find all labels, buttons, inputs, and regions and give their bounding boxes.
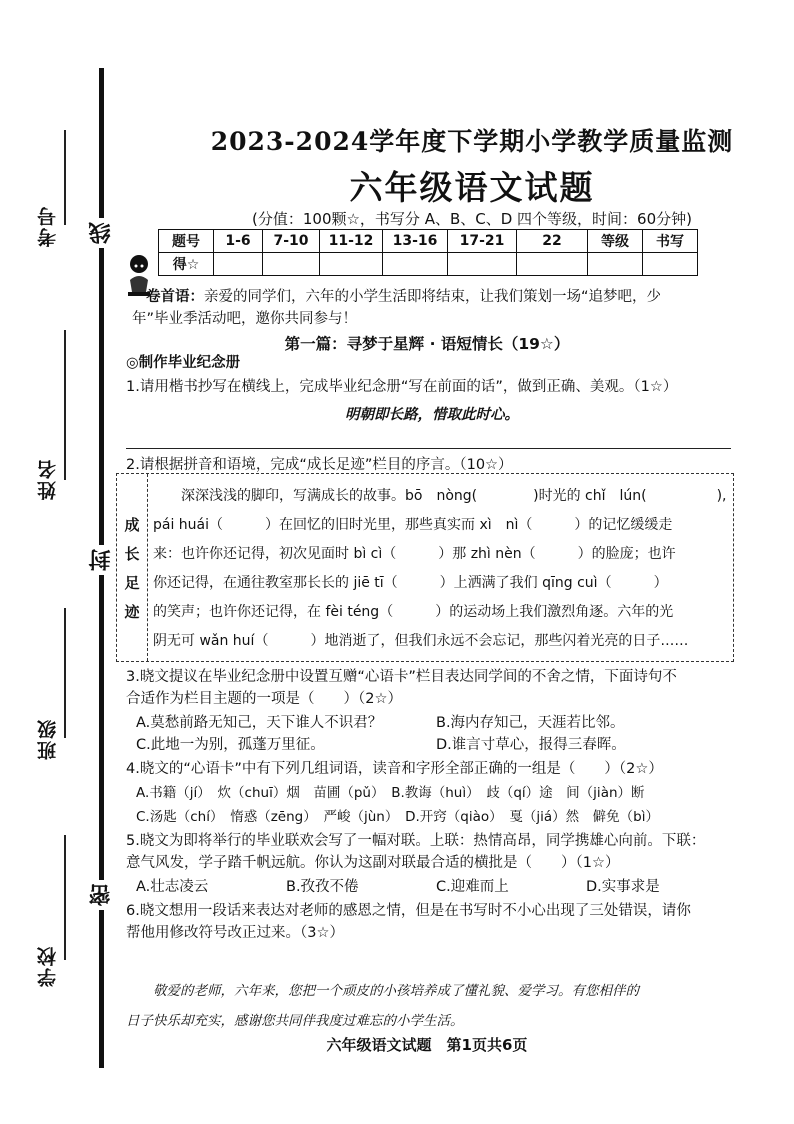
question-4-options-row1: A.书籍（jí） 炊（chuī）烟 苗圃（pǔ） B.教诲（huì） 歧（qí）途 间（jiàn）断 bbox=[136, 785, 645, 801]
question-5-line-2: 意气风发，学子踏千帆远航。你认为这副对联最合适的横批是（ ）（1☆） bbox=[126, 855, 620, 871]
question-4-options-row2: C.汤匙（chí） 惰惑（zēng） 严峻（jùn） D.开窍（qiào） 戛（jiá）然 僻免（bì） bbox=[136, 809, 659, 825]
score-cell[interactable] bbox=[320, 253, 383, 276]
score-cell[interactable] bbox=[517, 253, 588, 276]
growth-footprint-side-label bbox=[117, 474, 148, 661]
score-cell[interactable] bbox=[214, 253, 263, 276]
seal-secret-char: 密 bbox=[86, 880, 117, 910]
score-value-row bbox=[159, 253, 698, 276]
story-line: pái huái（ ）在回忆的旧时光里，那些真实而 xì nì（ ）的记忆缓缓走 bbox=[153, 517, 673, 533]
score-header-cell: 等级 bbox=[588, 230, 643, 253]
question-6 bbox=[126, 900, 738, 944]
score-header-cell: 7-10 bbox=[263, 230, 320, 253]
score-header-cell: 13-16 bbox=[383, 230, 448, 253]
copy-answer-line[interactable] bbox=[126, 448, 731, 449]
side-char: 长 bbox=[124, 545, 140, 563]
question-1: 1.请用楷书抄写在横线上，完成毕业纪念册“写在前面的话”，做到正确、美观。（1☆） bbox=[126, 379, 678, 395]
label-school: 学校 bbox=[37, 945, 59, 987]
label-name: 姓名 bbox=[37, 458, 59, 500]
score-header-cell: 17-21 bbox=[448, 230, 517, 253]
question-3-line-1: 3.晓文提议在毕业纪念册中设置互赠“心语卡”栏目表达同学间的不舍之情，下面诗句不 bbox=[126, 669, 677, 685]
exam-subtitle: 六年级语文试题 bbox=[349, 168, 595, 207]
score-table bbox=[158, 229, 698, 276]
page-footer: 六年级语文试题 第1页共6页 bbox=[326, 1036, 528, 1054]
seal-seal-char: 封 bbox=[86, 545, 117, 575]
label-exam-number: 考号 bbox=[37, 205, 59, 247]
exam-meta: (分值：100颗☆，书写分 A、B、C、D 四个等级，时间：60分钟) bbox=[252, 210, 692, 228]
score-header-cell: 22 bbox=[517, 230, 588, 253]
score-header-cell: 书写 bbox=[643, 230, 698, 253]
score-cell[interactable] bbox=[448, 253, 517, 276]
story-line: 你还记得，在通往教室那长长的 jiē tī（ ）上洒满了我们 qīng cuì（ ） bbox=[153, 575, 668, 591]
question-5 bbox=[126, 830, 738, 874]
question-6-line-1: 6.晓文想用一段话来表达对老师的感恩之情，但是在书写时不小心出现了三处错误，请你 bbox=[126, 903, 691, 919]
thank-you-line-1: 敬爱的老师，六年来，您把一个顽皮的小孩培养成了懂礼貌、爱学习。有您相伴的 bbox=[126, 983, 639, 999]
growth-footprint-box bbox=[116, 473, 734, 662]
question-5-options bbox=[136, 876, 748, 898]
option-a[interactable]: A.壮志凌云 bbox=[136, 879, 209, 895]
option-b[interactable]: B.孜孜不倦 bbox=[286, 879, 359, 895]
story-line: 阴无可 wǎn huí（ ）地消逝了，但我们永远不会忘记，那些闪着光亮的日子…… bbox=[153, 633, 689, 649]
option-b[interactable]: B.海内存知己，天涯若比邻。 bbox=[436, 715, 625, 731]
option-a[interactable]: A.莫愁前路无知己，天下谁人不识君？ bbox=[136, 715, 383, 731]
growth-footprint-text bbox=[153, 482, 727, 656]
thank-you-line-2: 日子快乐却充实，感谢您共同伴我度过难忘的小学生活。 bbox=[126, 1013, 464, 1029]
question-4: 4.晓文的“心语卡”中有下列几组词语，读音和字形全部正确的一组是（ ）（2☆） bbox=[126, 761, 663, 777]
intro-line-2: 年”毕业季活动吧，邀你共同参与！ bbox=[132, 311, 358, 327]
section-1-title: 第一篇：寻梦于星辉 · 语短情长（19☆） bbox=[284, 335, 570, 353]
question-2: 2.请根据拼音和语境，完成“成长足迹”栏目的序言。（10☆） bbox=[126, 457, 513, 473]
question-3-line-2: 合适作为栏目主题的一项是（ ）（2☆） bbox=[126, 691, 402, 707]
option-d[interactable]: D.实事求是 bbox=[586, 879, 660, 895]
story-line: 深深浅浅的脚印，写满成长的故事。bō nòng( )时光的 chǐ lún( ), bbox=[153, 488, 727, 504]
side-char: 足 bbox=[124, 574, 140, 592]
exam-title: 2023-2024学年度下学期小学教学质量监测 bbox=[210, 127, 734, 156]
question-5-line-1: 5.晓文为即将举行的毕业联欢会写了一幅对联。上联：热情高昂，同学携雄心向前。下联： bbox=[126, 833, 706, 849]
side-char: 成 bbox=[124, 516, 140, 534]
question-1-quote: 明朝即长路，惜取此时心。 bbox=[345, 406, 519, 423]
intro-line-1: 亲爱的同学们，六年的小学生活即将结束，让我们策划一场“追梦吧，少 bbox=[204, 289, 662, 305]
option-c[interactable]: C.此地一为别，孤蓬万里征。 bbox=[136, 737, 325, 753]
score-cell[interactable] bbox=[588, 253, 643, 276]
name-field[interactable] bbox=[64, 330, 66, 480]
score-header-cell: 题号 bbox=[159, 230, 214, 253]
score-header-cell: 11-12 bbox=[320, 230, 383, 253]
school-field[interactable] bbox=[64, 835, 66, 960]
section-1-subtitle: ◎制作毕业纪念册 bbox=[126, 355, 241, 371]
score-cell[interactable] bbox=[383, 253, 448, 276]
exam-number-field[interactable] bbox=[64, 130, 66, 225]
story-line: 来：也许你还记得，初次见面时 bì cì（ ）那 zhì nèn（ ）的脸庞；也许 bbox=[153, 546, 676, 562]
story-line: 的笑声；也许你还记得，在 fèi téng（ ）的运动场上我们激烈角逐。六年的光 bbox=[153, 604, 674, 620]
class-field[interactable] bbox=[64, 608, 66, 738]
question-6-line-2: 帮他用修改符号改正过来。（3☆） bbox=[126, 925, 344, 941]
score-header-row bbox=[159, 230, 698, 253]
score-header-cell: 1-6 bbox=[214, 230, 263, 253]
intro-label: 卷首语： bbox=[146, 289, 204, 305]
seal-line-char: 线 bbox=[86, 218, 117, 248]
question-3 bbox=[126, 666, 738, 710]
intro-paragraph bbox=[132, 286, 738, 330]
thank-you-paragraph[interactable] bbox=[126, 980, 738, 1032]
question-3-options-row1 bbox=[136, 712, 748, 734]
binding-margin bbox=[0, 0, 120, 1124]
score-row-label: 得☆ bbox=[159, 253, 214, 276]
question-3-options-row2 bbox=[136, 734, 748, 756]
option-c[interactable]: C.迎难而上 bbox=[436, 879, 509, 895]
score-cell[interactable] bbox=[263, 253, 320, 276]
side-char: 迹 bbox=[124, 603, 140, 621]
label-class: 班级 bbox=[37, 718, 59, 760]
score-cell[interactable] bbox=[643, 253, 698, 276]
option-d[interactable]: D.谁言寸草心，报得三春晖。 bbox=[436, 737, 626, 753]
